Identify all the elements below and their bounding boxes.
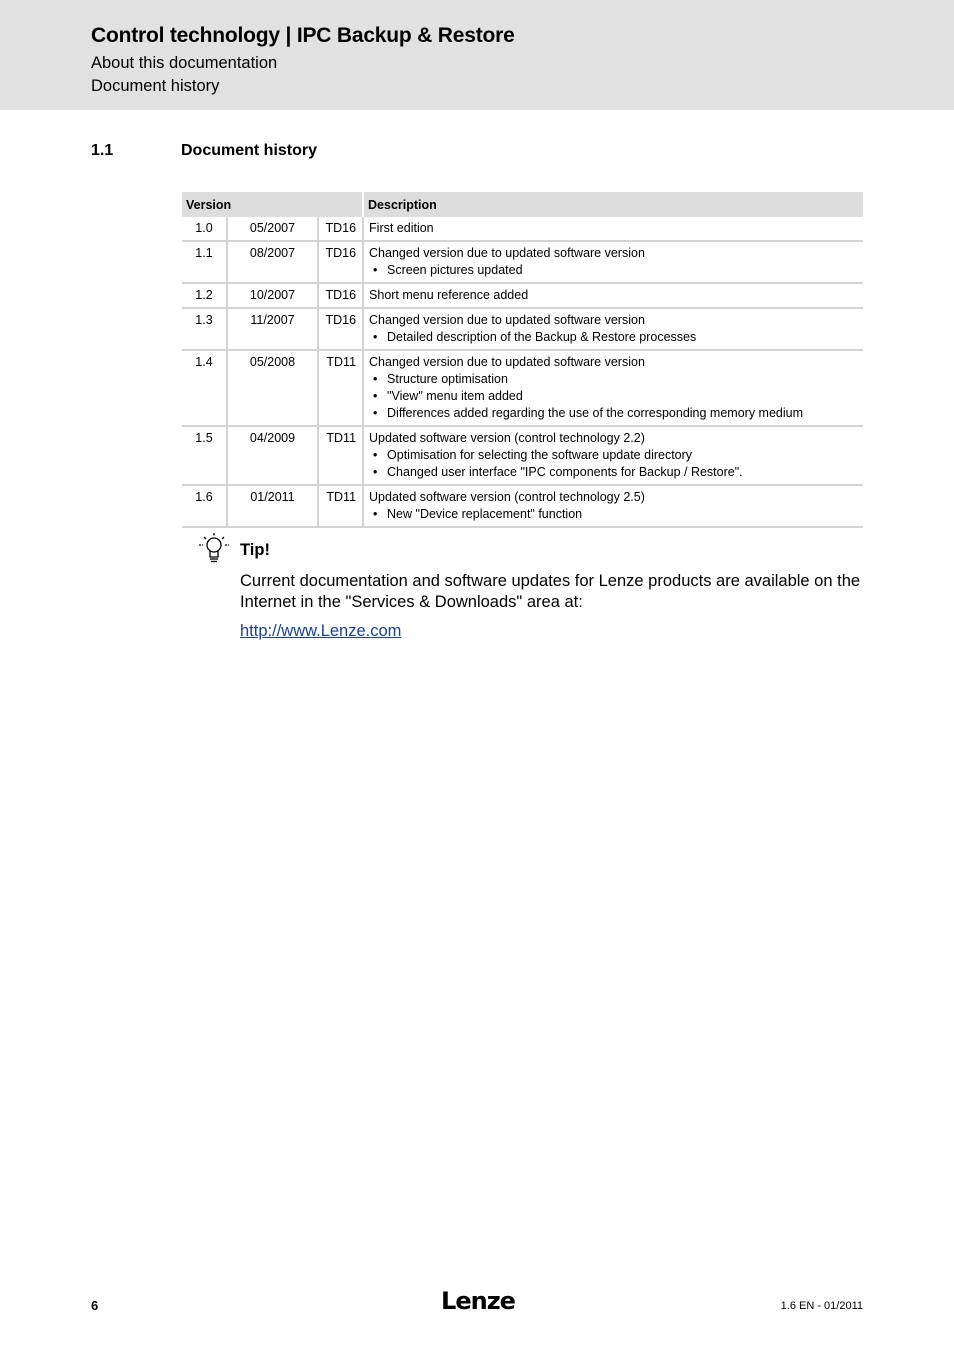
- description-cell: [363, 241, 863, 283]
- version-cell: 1.2: [182, 283, 227, 308]
- tip-label: Tip!: [240, 541, 270, 559]
- code-cell: TD16: [318, 217, 363, 241]
- lenze-website-link[interactable]: http://www.Lenze.com: [240, 622, 402, 640]
- description-cell: [363, 350, 863, 426]
- date-cell: 10/2007: [227, 283, 318, 308]
- version-cell: 1.4: [182, 350, 227, 426]
- code-cell: TD11: [318, 350, 363, 426]
- date-cell: 04/2009: [227, 426, 318, 485]
- description-bullet: • Screen pictures updated: [369, 262, 858, 279]
- description-text: Changed version due to updated software version: [369, 355, 645, 369]
- section-number: 1.1: [91, 142, 114, 159]
- table-row: [182, 283, 863, 308]
- table-row: [182, 350, 863, 426]
- date-cell: 08/2007: [227, 241, 318, 283]
- description-text: Changed version due to updated software version: [369, 246, 645, 260]
- version-cell: 1.6: [182, 485, 227, 527]
- chapter-title: About this documentation: [91, 54, 278, 72]
- code-cell: TD11: [318, 485, 363, 527]
- description-bullet: • Optimisation for selecting the software update directory: [369, 447, 858, 464]
- description-text: Updated software version (control technology 2.5): [369, 490, 645, 504]
- description-text: Changed version due to updated software version: [369, 313, 645, 327]
- document-title: Control technology | IPC Backup & Restore: [91, 24, 515, 47]
- version-cell: 1.3: [182, 308, 227, 350]
- date-cell: 11/2007: [227, 308, 318, 350]
- table-row: [182, 217, 863, 241]
- description-bullet: • Changed user interface "IPC components for Backup / Restore".: [369, 464, 858, 481]
- description-cell: [363, 426, 863, 485]
- lenze-logo: [438, 1287, 518, 1317]
- description-cell: [363, 217, 863, 241]
- code-cell: TD16: [318, 241, 363, 283]
- page-header: [0, 0, 954, 110]
- table-row: [182, 485, 863, 527]
- description-cell: [363, 308, 863, 350]
- date-cell: 01/2011: [227, 485, 318, 527]
- document-version: 1.6 EN - 01/2011: [780, 1300, 863, 1312]
- svg-text:Lenze: Lenze: [441, 1287, 515, 1315]
- table-row: [182, 241, 863, 283]
- date-cell: 05/2008: [227, 350, 318, 426]
- description-cell: [363, 485, 863, 527]
- description-column-header: Description: [363, 192, 863, 217]
- code-cell: TD11: [318, 426, 363, 485]
- document-history-table: [182, 192, 863, 528]
- description-bullet: • Detailed description of the Backup & Restore processes: [369, 329, 858, 346]
- version-cell: 1.0: [182, 217, 227, 241]
- page-number: 6: [91, 1298, 99, 1313]
- lightbulb-icon: [196, 532, 232, 566]
- table-row: [182, 426, 863, 485]
- description-bullet: • New "Device replacement" function: [369, 506, 858, 523]
- description-cell: [363, 283, 863, 308]
- section-heading: Document history: [181, 142, 318, 159]
- tip-text: Current documentation and software updates for Lenze products are available on the Internet in the "Services & Downloads" area at:: [240, 572, 861, 611]
- description-text: First edition: [369, 221, 434, 235]
- version-column-header: Version: [182, 192, 363, 217]
- code-cell: TD16: [318, 308, 363, 350]
- description-bullet: • "View" menu item added: [369, 388, 858, 405]
- description-bullet: • Structure optimisation: [369, 371, 858, 388]
- version-cell: 1.5: [182, 426, 227, 485]
- description-bullet: • Differences added regarding the use of the corresponding memory medium: [369, 405, 858, 422]
- table-header-row: [182, 192, 863, 217]
- version-cell: 1.1: [182, 241, 227, 283]
- table-row: [182, 308, 863, 350]
- date-cell: 05/2007: [227, 217, 318, 241]
- description-text: Updated software version (control technology 2.2): [369, 431, 645, 445]
- description-text: Short menu reference added: [369, 288, 529, 302]
- section-subtitle: Document history: [91, 77, 220, 95]
- code-cell: TD16: [318, 283, 363, 308]
